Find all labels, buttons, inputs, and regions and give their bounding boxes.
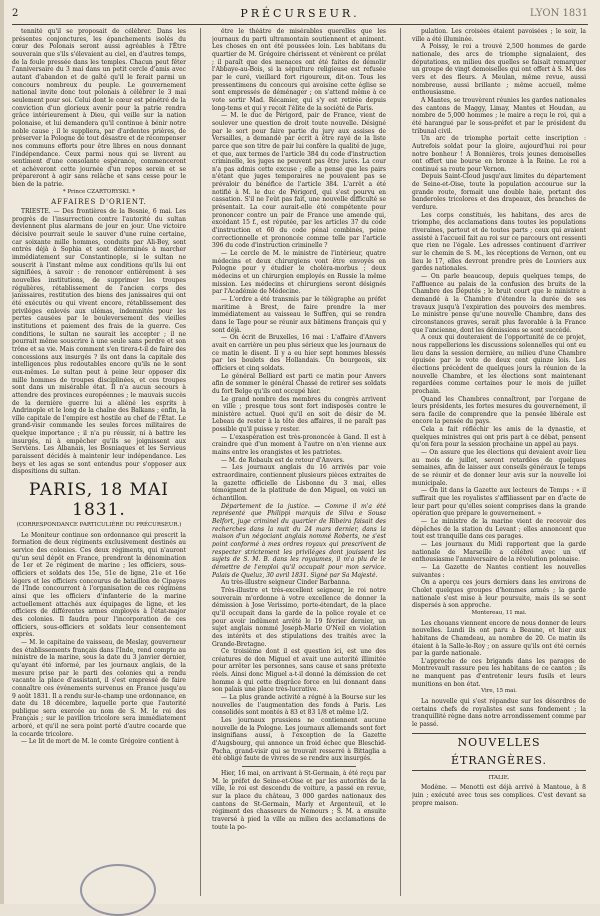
foreign-news-title: NOUVELLES ÉTRANGÈRES. <box>451 735 547 767</box>
newspaper-title: PRÉCURSEUR. <box>240 7 360 20</box>
library-stamp <box>80 864 156 916</box>
masthead <box>12 4 588 24</box>
article-paragraph: Quand les Chambres connaîtront, par l'organe de leurs présidents, les fortes mesures du gouvernement, il sera facile de comprendre que la pensée libérale est encore la pensée du pays. <box>412 395 586 426</box>
article-paragraph: Les chouans viennent encore de nous donner de leurs nouvelles. Lundi ils ont paru à Beaune, et hier aux habitans de Chamdeau, au nombre de 20. Ce matin ils étaient à la Salle-le-Roy ; on assure qu'ils ont été cernés par la garde nationale. <box>412 619 586 658</box>
article-paragraph: Depuis Saint-Cloud jusqu'aux limites du département de Seine-et-Oise, toute la population accourue sur la grande route, formait une double haie, portant des banderoles tricolores et des drapeaux, des branches de verdure. <box>412 173 586 212</box>
article-paragraph: TRIESTE. — Des frontières de la Bosnie, 6 mai. Les progrès de l'insurrection contre l'autorité du sultan deviennent plus alarmans de jour en jour. Une victoire décisive pourrait seule le sauver d'une ruine certaine, car soixante mille hommes, conduits par Ali-Bey, sont entrés déjà à Sophia et sont déterminés à marcher immédiatement sur Constantinople, si le sultan ne souscrit à l'instant même aux conditions qu'ils lui ont signifiées, à savoir : de renoncer entièrement à ses nouvelles institutions, de supprimer les troupes régulières, rétablissement de l'ancien corps des janissaires, restitution des biens des janissaires qui ont été exécutés ou qui vivent encore, rétablissement des priviléges enlevés aux ulémas, indemnités pour les pertes causées par le bouleversement des vieilles institutions et paiement des frais de la guerre. Ces conditions, le sultan ne saurait les accepter ; il ne pourrait même souscrire à une seule sans perdre et son trône et sa vie. Mais comment s'en tirera-t-il de faire des concessions aux insurgés ? ils ont dans la capitale des intelligences plus redoutables encore qu'ils ne le sont eux-mêmes. Le sultan peut à peine leur opposer dix mille hommes de troupes disciplinées, et ces troupes sont dans un misérable état. Il n'a aucun secours à attendre des provinces européennes ; le mauvais succès de la dernière guerre lui a aliéné les esprits à Andrinople et le long de la chaîne des Balkans ; enfin, la ville capitale de l'empire est hostile au chef de l'État. Le grand-visir commande les seules forces militaires de quelque importance ; il n'a pu réussir, ni à battre les insurgés, ni à empêcher qu'ils se joignissent aux Serviens. Les Albanais, les Bosniaques et les Servieus paraissent décidés à maintenir leur indépendance. Les beys et les agas se sont entendus pour s'opposer aux dispositions du sultan. <box>12 208 186 476</box>
article-paragraph: Le Moniteur continue son ordonnance qui prescrit la formation de deux régiments exclusivement destinés au service des colonies. Ces deux régiments, qui n'auront qu'un seul dépôt en France, prendront la dénomination de 1er et 2e régiment de marine ; les officiers, sous-officiers et soldats des 15e, 51e de ligne, 21e et 16e légers et les officiers concourus de bataillon de Cipayes de l'Inde concourront à l'organisation de ces régimens ainsi que les officiers d'infanterie de la marine actuellement attachés aux équipages de ligne, et les officiers de différentes armes employés à l'état-major des colonies. Il faudra pour l'incorporation de ces officiers, sous-officiers et soldats leur consentement exprès. <box>12 531 186 639</box>
correspondence-subheading: (CORRESPONDANCE PARTICULIÈRE DU PRÉCURSEUR.) <box>16 522 182 529</box>
dateline: Montereau, 11 mai. <box>471 609 527 616</box>
article-paragraph: — Le lit de mort de M. le comte Grégoire contient à <box>21 738 179 746</box>
article-paragraph: Le grand nombre des membres du congrès arrivent en ville ; presque tous sont fort indisposés contre le ministère actuel. Quoi qu'il en soit de désir de M. Lebeau de rester à la tête des affaires, il ne paraît pas possible qu'il puisse y rester. <box>212 395 386 434</box>
column-3 <box>412 28 586 896</box>
page-binding-edge <box>0 0 4 904</box>
article-paragraph: Les corps constitués, les habitans, des arcs de triomphe, des acclamations dans toutes les populations riveraines, partout et de toutes parts ; ceux qui avaient assisté à l'accueil fait au roi sur ce parcours ont ressenti que rien ne l'égale. Les adresses continuent d'arriver sur le chemin de S. M., les réceptions de Vernon, ont eu lieu le 17, elles devront prendre près de Louviers aux gardes nationales. <box>412 211 586 273</box>
article-paragraph: A Mantes, se trouvèrent réunies les gardes nationales des cantons de Maggy, Limay, Mantes et Houdan, au nombre de 5,000 hommes ; le maire a reçu le roi, qui a été harangué par le sous-préfet et par le président du tribunal civil. <box>412 96 586 135</box>
foreign-news-header <box>412 733 586 771</box>
article-paragraph: Très-illustre et très-excellent seigneur, le roi notre souverain m'ordonne à votre excellence de donner la démission à Jose Verissimo, porte-étendart, de la place qu'il occupait dans la garde de la police royale et ce pour avoir indûment arrêté le 19 février dernier, un sujet anglais nommé Joseph-Marie O'Neil en violation des intérêts et des stipulations des traités avec la Grande-Bretagne. <box>212 586 386 648</box>
article-paragraph: — La Gazette de Nantes contient les nouvelles suivantes : <box>412 563 586 579</box>
column-2 <box>212 28 386 896</box>
article-paragraph: tennité qu'il se proposait de célébrer. Dans les présentes conjonctures, les épanchements isolés du cœur des Polonais seront aussi agréables à l'Être souverain que s'ils s'élevaient au ciel, en d'autres temps, de la foule pressée dans les temples. Chacun peut fêter l'anniversaire du 3 mai dans un petit cercle d'amis avec autant d'abandon et de gaîté qu'il le ferait parmi un concours nombreux du peuple. Le gouvernement national invite donc tout polonais à célébrer le 3 mai seulement pour soi. Celui dont le cœur est pénétré de la conviction d'un glorieux avenir pour la patrie rendra grâce intérieurement à Dieu, qui veille sur la nation polonaise, et lui demandera qu'il continue à bénir notre noble cause ; il le suppliera, par d'ardentes prières, de préserver la Pologne de tout désastre et de récompenser nos communs efforts pour être libres en nous donnant l'indépendance. Ceux parmi nous qui se livrent au sentiment d'une consolante espérance, commenceront et achèveront cette journée d'un repos serein et se prépareront à agir sans relâche et sans cesse pour le bien de la patrie. <box>12 28 186 189</box>
section-divider <box>242 766 356 767</box>
article-paragraph: Les journaux prussiens ne contiennent aucune nouvelle de la Pologne. Les journaux allemands sont fort insignifians aussi, à l'exception de la Gazette d'Augsbourg, qui annonce un froid échec que Bleschid-Pacha, grand-visir qui se trouvait resserré à Bittaglia a été obligé faute de vivres de se rendre aux insurgés. <box>212 717 386 763</box>
article-paragraph: Département de la justice. — Comme il m'a été représenté que Philippi marquis de Silva e Sousa Belfort, juge criminel du quartier de Ribeira faisait des recherches dans la nuit du 24 mars dernier, dans la maison d'un négociant anglais nommé Roberts, ne s'est point conformé à mes ordres royaux qui prescrivent de respecter strictement les priviléges dont jouissent les sujets de S. M. B. dans les royaumes, il m'a plu de le démettre de l'emploi qu'il occupait pour mon service. Palais de Queluz, 30 avril 1831. Signé par Sa Majesté. <box>212 502 386 579</box>
dateline-heading: PARIS, 18 MAI 1831. <box>29 480 169 521</box>
article-paragraph: Cela a fait réfléchir les amis de la dynastie, et quelques ministres qui ont pris part à ce débat, pensent qu'on fera pour la session prochaine un appel au pays. <box>412 426 586 449</box>
article-paragraph: Hier, 16 mai, on arrivant à St-Germain, à été reçu par M. le préfet de Seine-et-Oise et par les autorités de la ville, le roi est descendu de voiture, a passé en revue, sur la place du château, 3 000 gardes nationaux des cantons de St-Germain, Marly et Argenteuil, et le régiment des chasseurs de Nemours ; S. M. a ensuite traversé à pied la ville au milieu des acclamations de toute la po- <box>212 770 386 831</box>
dateline: Vire, 15 mai. <box>481 688 517 695</box>
article-paragraph: La nouvelle qui s'est répandue sur les désordres de certains chefs de royalistes est sans fondement ; la tranquillité règne dans notre arrondissement comme par le passé. <box>412 698 586 729</box>
article-paragraph: — La plus grande activité a régné à la Bourse sur les nouvelles de l'augmentation des fonds à Paris. Les consolidés sont montés à 83 et 83 1/8 et même 1/2. <box>212 694 386 717</box>
article-paragraph: — M. le duc de Périgord, pair de France, vient de soulever une question de droit toute nouvelle. Désigné par le sort pour faire partie du jury aux assises de Versailles, a demandé par écrit à être rayé de la liste parce que son titre de pair lui confère la qualité de juge, et que, aux termes de l'article 384 du code d'instruction criminelle, les juges ne peuvent pas être jurés. La cour n'a pas admis cette excuse ; elle a pensé que les pairs n'étant que juges temporaires ne pouvaient pas se prévaloir du bénéfice de l'article 384. L'arrêt a été notifié à M. le duc de Périgord, qui s'est pourvu en cassation. S'il ne l'eût pas fait, une nouvelle difficulté se présentait. La cour aurait-elle été compétente pour prononcer contre un pair de France une amende qui, excédant 15 f., est réputée, par les articles 37 du code d'instruction et 60 du code pénal combinés, peine correctionnelle et prononcée comme telle par l'article 396 du code d'instruction criminelle ? <box>212 112 386 250</box>
page-number: 2 <box>12 8 19 19</box>
article-paragraph: — On parle beaucoup, depuis quelques temps, de l'affluence au palais de la confusion des bruits de la Chambre des Députés ; le bruit court que le ministre a demandé à la Chambre d'étendre la durée de ses travaux jusqu'à l'expiration des pouvoirs des membres. Le ministre pense qu'une nouvelle Chambre, dans des circonstances graves, serait plus favorable à la France que l'ancienne, dont les démissions se sont succédé. <box>412 273 586 334</box>
country-heading: ITALIE. <box>488 774 510 781</box>
article-paragraph: Ce troisième dont il est question ici, est une des créatures de don Miguel et avait une autorité illimitée pour arrêter les personnes, sans cause et sans prétexte réels. Ainsi donc Miguel a-t-il donné la démission de cet homme à qui cette disgrâce force en lui donnant dans son palais une place très-lucrative. <box>212 648 386 694</box>
article-paragraph: Modène. — Menotti est déjà arrivé à Mantoue, à 8 juin ; exécuté avec tous ses complices. C'est devant sa propre maison. <box>412 784 586 807</box>
article-paragraph: — On écrit de Bruxelles, 16 mai : L'affaire d'Anvers avait en carrière un peu plus sérieux que les journaux de ce matin le disent. Il y a eu hier sept hommes blessés par les boulets des Hollandais. Un bourgeois, six officiers et cinq soldats. <box>212 334 386 372</box>
top-rule <box>12 24 588 25</box>
article-paragraph: — Le cercle de M. le ministre de l'intérieur, quatre médecins et deux chirurgiens vont être envoyés en Pologne pour y étudier le choléra-morbus ; deux médecins et un chirurgien employés en Russie la même mission. Les médecins et chirurgiens seront désignés par l'Académie de Médecine. <box>212 250 386 296</box>
signature: * Prince CZARTORYSKI. * <box>62 188 136 195</box>
article-paragraph: On a aperçu ces jours derniers dans les environs de Cholet quelques groupes d'hommes armés ; la garde nationale s'est mise à leur poursuite, mais ils se sont dispersés à son approche. <box>412 579 586 610</box>
article-paragraph: — M. le capitaine de vaisseau, de Meslay, gouverneur des établissements français dans l'Inde, rend compte au ministre de la marine, sous la date du 3 janvier dernier, qu'ayant été informé, par les journaux anglais, de la mesure prise par le parti des colonies qui a rendu vacante la place d'assistant, il s'est empressé de faire connaître ces événements survenus en France jusqu'au 9 août 1831. Il a rendu sur-le-champ une ordonnance, en date du 18 décembre, laquelle porte que l'autorité publique sera exercée au nom de S. M. le roi des Français ; sur le pavillon tricolore sera immédiatement arboré, et qu'il ne sera point porté d'autre cocarde que la cocarde tricolore. <box>12 638 186 738</box>
article-paragraph: — Les journaux du Midi rapportent que la garde nationale de Marseille a célébré avec un vif enthousiasme l'anniversaire de la révolution polonaise. <box>412 540 586 564</box>
article-paragraph: pulation. Les croisées étaient pavoisées ; le soir, la ville a été illuminée. <box>412 28 586 43</box>
column-1 <box>12 28 186 896</box>
article-paragraph: — L'exaspération est très-prononcée à Gand. Il est à craindre que d'un moment à l'autre on n'en vienne aux mains entre les orangistes et les patriotes. <box>212 433 386 457</box>
column-divider <box>200 28 201 896</box>
article-paragraph: être le théâtre de misérables querelles que les journaux du parti ultramontain soutiennent et animent. Les choses en ont été poussées loin. Les habitans du quartier de M. Grégoire chérissent et vénèrent ce prélat ; il paraît que des menaces ont été faites de démolir l'Abbaye-au-Bois, si la sépulture religieuse est refusée par le curé, vieillard fort rigoureux, dit-on. Tous les pressentimens du concours qui avoisine cette église se sont empressés de déménager ; on s'attend même à ce vote sortir Mad. Récamier, qui s'y est retirée depuis long-tems et qui y reçoit l'élite de la société de Paris. <box>212 28 386 112</box>
article-paragraph: — Le ministre de la marine vient de recevoir des dépêches de la station du Levant ; elles annoncent que tout est tranquille dans ces parages. <box>412 518 586 541</box>
article-paragraph: — Les journaux anglais du 16 arrivés par voie extraordinaire, contiennent plusieurs pièces extraites de la gazette officielle de Lisbonne du 3 mai, elles témoignent de la platitude de don Miguel, on voici un échantillon. <box>212 464 386 503</box>
section-heading: AFFAIRES D'ORIENT. <box>51 198 147 207</box>
column-divider <box>400 28 401 896</box>
article-paragraph: — M. de Robaulx est de retour d'Anvers. <box>221 456 345 464</box>
date-stamp: LYON 1831 <box>529 8 588 19</box>
article-paragraph: Le général Belliard est parti ce matin pour Anvers afin de sommer le général Chassé de retirer ses soldats du fort Belge qu'ils ont occupé hier. <box>212 372 386 395</box>
article-paragraph: A ceux qui douteraient de l'opportunité de ce projet, nous rappellerions les discussions solennelles qui ont eu lieu dans la session dernière, au milieu d'une Chambre épuisée par le vote de deux cent quinze lois. Les élections précèdent de quelques jours la réunion de la nouvelle Chambre, et les élections sont maintenant regardées comme certaines pour le mois de juillet prochain. <box>412 334 586 395</box>
article-paragraph: Au très-illustre seigneur Cinder Barbanna. <box>221 579 351 587</box>
article-paragraph: Un arc de triomphe portait cette inscription : Autrefois soldat pour la gloire, aujourd'hui roi pour notre bonheur ! A Bonnières, trois jeunes demoiselles ont offert une bourse en bronze à la Reine. Le roi a continué sa route pour Vernon. <box>412 135 586 173</box>
article-paragraph: — L'ordre a été transmis par le télégraphe au préfet maritime à Brest, de faire prendre la mer immédiatement au vaisseau le Suffren, qui se rendra dans le Tage pour se réunir aux bâtimens français qui y sont déjà. <box>212 295 386 334</box>
article-paragraph: — On lit dans la Gazette aux lecteurs de Temps : « il suffirait que les royalistes s'affiliassent par en d'acte de leur part pour qu'elles soient comprises dans la grande opération que prépare le gouvernement. » <box>412 487 586 518</box>
article-paragraph: L'approche de ces brigands dans les parages de Montrevault rassure peu les habitans de ce canton ; ils ne manquent pas d'entretenir leurs fusils et leurs munitions en bon état. <box>412 657 586 688</box>
article-paragraph: — On assure que les élections qui devaient avoir lieu au mois de juillet, seront retardées de quelques semaines, afin de laisser aux conseils généraux le temps de se réunir et de donner leur avis sur la nouvelle loi municipale. <box>412 449 586 487</box>
article-paragraph: A Poissy, le roi a trouvé 2,500 hommes de garde nationale, des arcs de triomphe signalaient, des députations, en milieu des quelles se faisait remarquer un groupe de vingt demoiselles qui ont offert à S. M. des vers et des fleurs. A Meulan, même revue, aussi nombreuse, aussi brillante ; même accueil, même enthousiasme. <box>412 43 586 97</box>
